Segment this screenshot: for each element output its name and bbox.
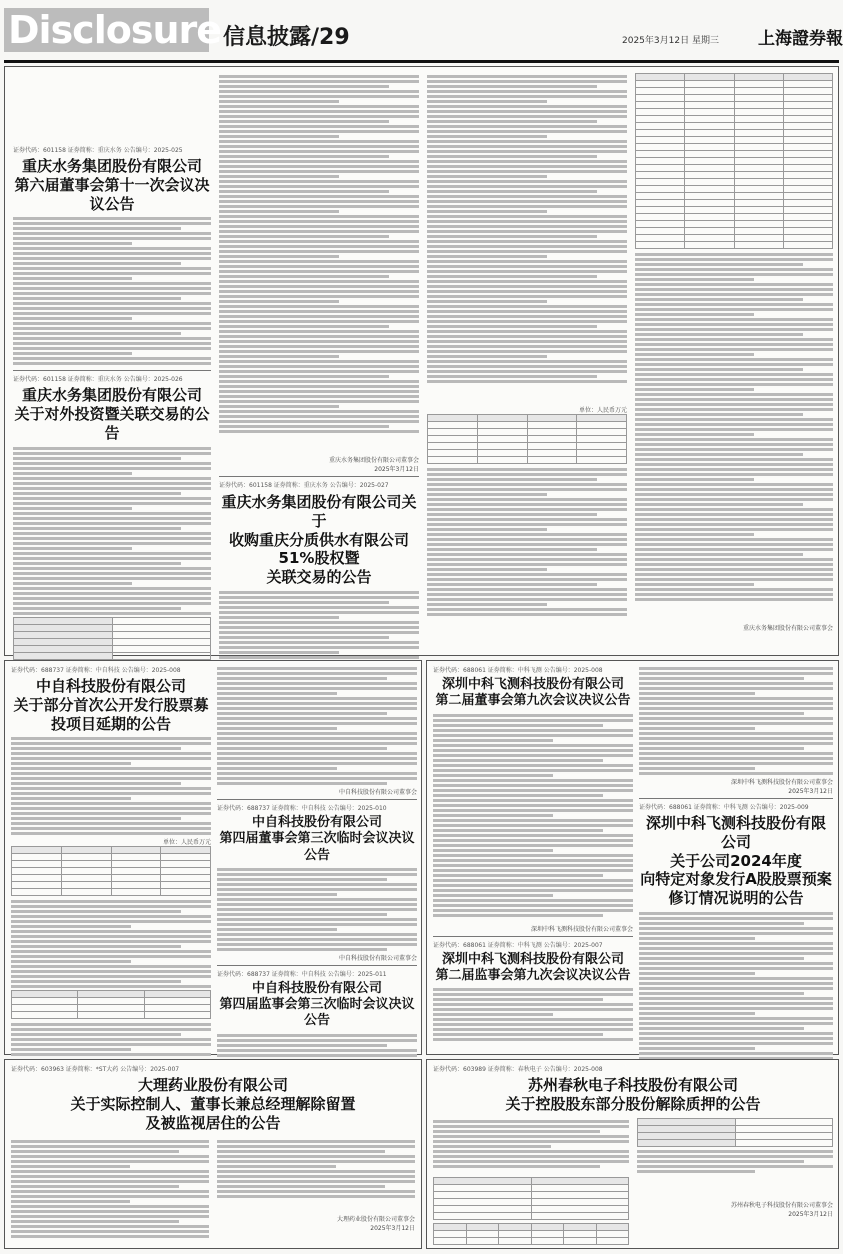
dali-notice (11, 1064, 415, 1132)
notice-title-line: 收购重庆分质供水有限公司51%股权暨 (228, 530, 409, 568)
divider (639, 798, 833, 799)
suzhou-column-1 (433, 1118, 629, 1245)
cq-column-2 (219, 73, 419, 671)
cq-column-4 (635, 73, 833, 632)
notice-body (217, 868, 417, 953)
brand-logo: Disclosure (4, 8, 209, 52)
notice-body (13, 217, 211, 367)
notice-title-line: 苏州春秋电子科技股份有限公司 (527, 1076, 738, 1094)
notice-title-line: 中自科技股份有限公司 (251, 980, 382, 996)
notice-date: 2025年3月12日 (788, 788, 833, 795)
notice-body (433, 714, 633, 924)
notice-codes: 证券代码：601158 证券简称：重庆水务 公告编号：2025-027 (219, 482, 389, 489)
notice-codes: 证券代码：688061 证券简称：中科飞测 公告编号：2025-008 (433, 667, 603, 674)
notice-codes: 证券代码：688737 证券简称：中自科技 公告编号：2025-008 (11, 667, 181, 674)
dali-panel (4, 1059, 422, 1249)
notice-body (13, 447, 211, 617)
notice-title-line: 第六届董事会第十一次会议决议公告 (14, 175, 210, 213)
cq-column-1 (13, 145, 211, 674)
divider (13, 370, 211, 371)
pledge-table (433, 1177, 629, 1220)
notice-title (11, 677, 211, 733)
divider (433, 936, 633, 937)
notice-codes: 证券代码：601158 证券简称：重庆水务 公告编号：2025-025 (13, 147, 183, 154)
notice-title-line: 第二届董事会第九次会议决议公告 (435, 693, 631, 709)
notice-codes: 证券代码：688061 证券简称：中科飞测 公告编号：2025-009 (639, 804, 809, 811)
notice-signature: 苏州春秋电子科技股份有限公司董事会 (730, 1202, 833, 1209)
notice-title (433, 677, 633, 710)
zk-column-2 (217, 665, 417, 1097)
notice-title (217, 815, 417, 864)
release-table (637, 1118, 833, 1147)
notice-title-line: 中自科技股份有限公司 (251, 815, 382, 830)
zk-column-1 (11, 665, 211, 1063)
notice-title-line: 关于实际控制人、董事长兼总经理解除留置 (70, 1094, 356, 1113)
notice-body (637, 1150, 833, 1180)
unit-label: 单位：人民币万元 (578, 407, 627, 414)
notice-title-line: 第四届监事会第三次临时会议决议公告 (219, 997, 415, 1029)
notice-signature: 大理药业股份有限公司董事会 (336, 1216, 415, 1223)
notice-codes: 证券代码：603989 证券简称：春秋电子 公告编号：2025-008 (433, 1066, 603, 1073)
notice-body (427, 468, 627, 618)
financial-table (427, 414, 627, 464)
zhongke-panel (4, 660, 422, 1055)
notice-title-line: 重庆水务集团股份有限公司 (21, 386, 202, 405)
newspaper-name: 上海證券報 (758, 29, 843, 49)
unit-label: 单位：人民币万元 (162, 839, 211, 847)
notice-codes: 证券代码：601158 证券简称：重庆水务 公告编号：2025-026 (13, 376, 183, 384)
schedule-table (11, 990, 211, 1019)
notice-body (427, 75, 627, 405)
notice-title-line: 重庆水务集团股份有限公司 (21, 157, 202, 175)
notice-body (639, 912, 833, 1062)
notice-date: 2025年3月12日 (788, 1211, 833, 1218)
dali-column-2 (217, 1138, 415, 1232)
notice-title-line: 关于控股股东部分股份解除质押的公告 (505, 1094, 761, 1113)
notice-title-line: 深圳中科飞测科技股份有限公司 (441, 677, 624, 692)
notice-title-line: 重庆水务集团股份有限公司关于 (221, 493, 417, 530)
notice-body (433, 1120, 629, 1174)
notice-body (217, 667, 417, 787)
notice-title-line: 大理药业股份有限公司 (137, 1076, 288, 1094)
notice-body (11, 737, 211, 837)
notice-body (635, 253, 833, 623)
notice-signature: 深圳中科飞测科技股份有限公司董事会 (530, 925, 633, 933)
divider (217, 799, 417, 800)
notice-title-line: 修订情况说明的公告 (668, 889, 804, 907)
shareholding-table (433, 1223, 629, 1245)
notice-signature: 重庆水务集团股份有限公司董事会 (742, 625, 833, 632)
suzhou-notice (433, 1064, 833, 1114)
divider (219, 476, 419, 477)
notice-date: 2025年3月12日 (374, 466, 419, 473)
notice-signature: 深圳中科飞测科技股份有限公司董事会 (730, 779, 833, 786)
notice-title (433, 1076, 833, 1114)
notice-title-line: 中自科技股份有限公司 (35, 677, 186, 695)
notice-signature: 中自科技股份有限公司董事会 (338, 789, 417, 796)
sz-column-1 (433, 665, 633, 1048)
notice-body (11, 900, 211, 990)
notice-body (11, 1023, 211, 1063)
notice-title-line: 第四届董事会第三次临时会议决议公告 (219, 831, 415, 863)
notice-codes: 证券代码：688061 证券简称：中科飞测 公告编号：2025-007 (433, 941, 603, 949)
notice-title-line: 深圳中科飞测科技股份有限公司 (645, 814, 826, 851)
notice-title (217, 981, 417, 1030)
notice-body (11, 1138, 209, 1238)
cq-column-3 (427, 73, 627, 618)
notice-body (219, 591, 419, 671)
shenzhen-panel (426, 660, 839, 1055)
masthead (0, 0, 843, 60)
suzhou-panel (426, 1059, 839, 1249)
notice-title-line: 及被监视居住的公告 (145, 1113, 281, 1132)
sz-column-2 (639, 665, 833, 1071)
notice-signature: 重庆水务集团股份有限公司董事会 (328, 457, 419, 464)
notice-title (11, 1076, 415, 1132)
balance-table (635, 73, 833, 249)
notice-title-line: 第二届监事会第九次会议决议公告 (435, 967, 631, 983)
section-title: 信息披露/29 (223, 25, 350, 50)
divider (217, 965, 417, 966)
notice-codes: 证券代码：603963 证券简称：*ST大药 公告编号：2025-007 (11, 1066, 180, 1073)
project-table (11, 846, 211, 896)
notice-title (639, 814, 833, 908)
notice-title-line: 关于对外投资暨关联交易的公告 (14, 405, 210, 442)
notice-title (13, 386, 211, 442)
notice-body (219, 75, 419, 455)
notice-title-line: 关于公司2024年度 (670, 851, 802, 870)
notice-title (219, 493, 419, 587)
notice-codes: 证券代码：688737 证券简称：中自科技 公告编号：2025-010 (217, 805, 387, 812)
notice-body (433, 988, 633, 1048)
notice-body (217, 1140, 415, 1200)
masthead-rule (4, 60, 839, 63)
notice-title-line: 关联交易的公告 (266, 568, 372, 586)
chongqing-water-panel (4, 66, 839, 656)
notice-title (433, 952, 633, 985)
notice-title (13, 157, 211, 213)
issue-date: 2025年3月12日 星期三 (622, 36, 719, 46)
notice-date: 2025年3月12日 (370, 1225, 415, 1232)
notice-signature: 中自科技股份有限公司董事会 (338, 954, 417, 962)
notice-title-line: 向特定对象发行A股股票预案 (640, 870, 832, 889)
notice-title-line: 深圳中科飞测科技股份有限公司 (441, 951, 624, 967)
suzhou-column-2 (637, 1118, 833, 1218)
notice-body (639, 667, 833, 777)
notice-codes: 证券代码：688737 证券简称：中自科技 公告编号：2025-011 (217, 970, 387, 978)
notice-title-line: 关于部分首次公开发行股票募投项目延期的公告 (13, 695, 209, 733)
